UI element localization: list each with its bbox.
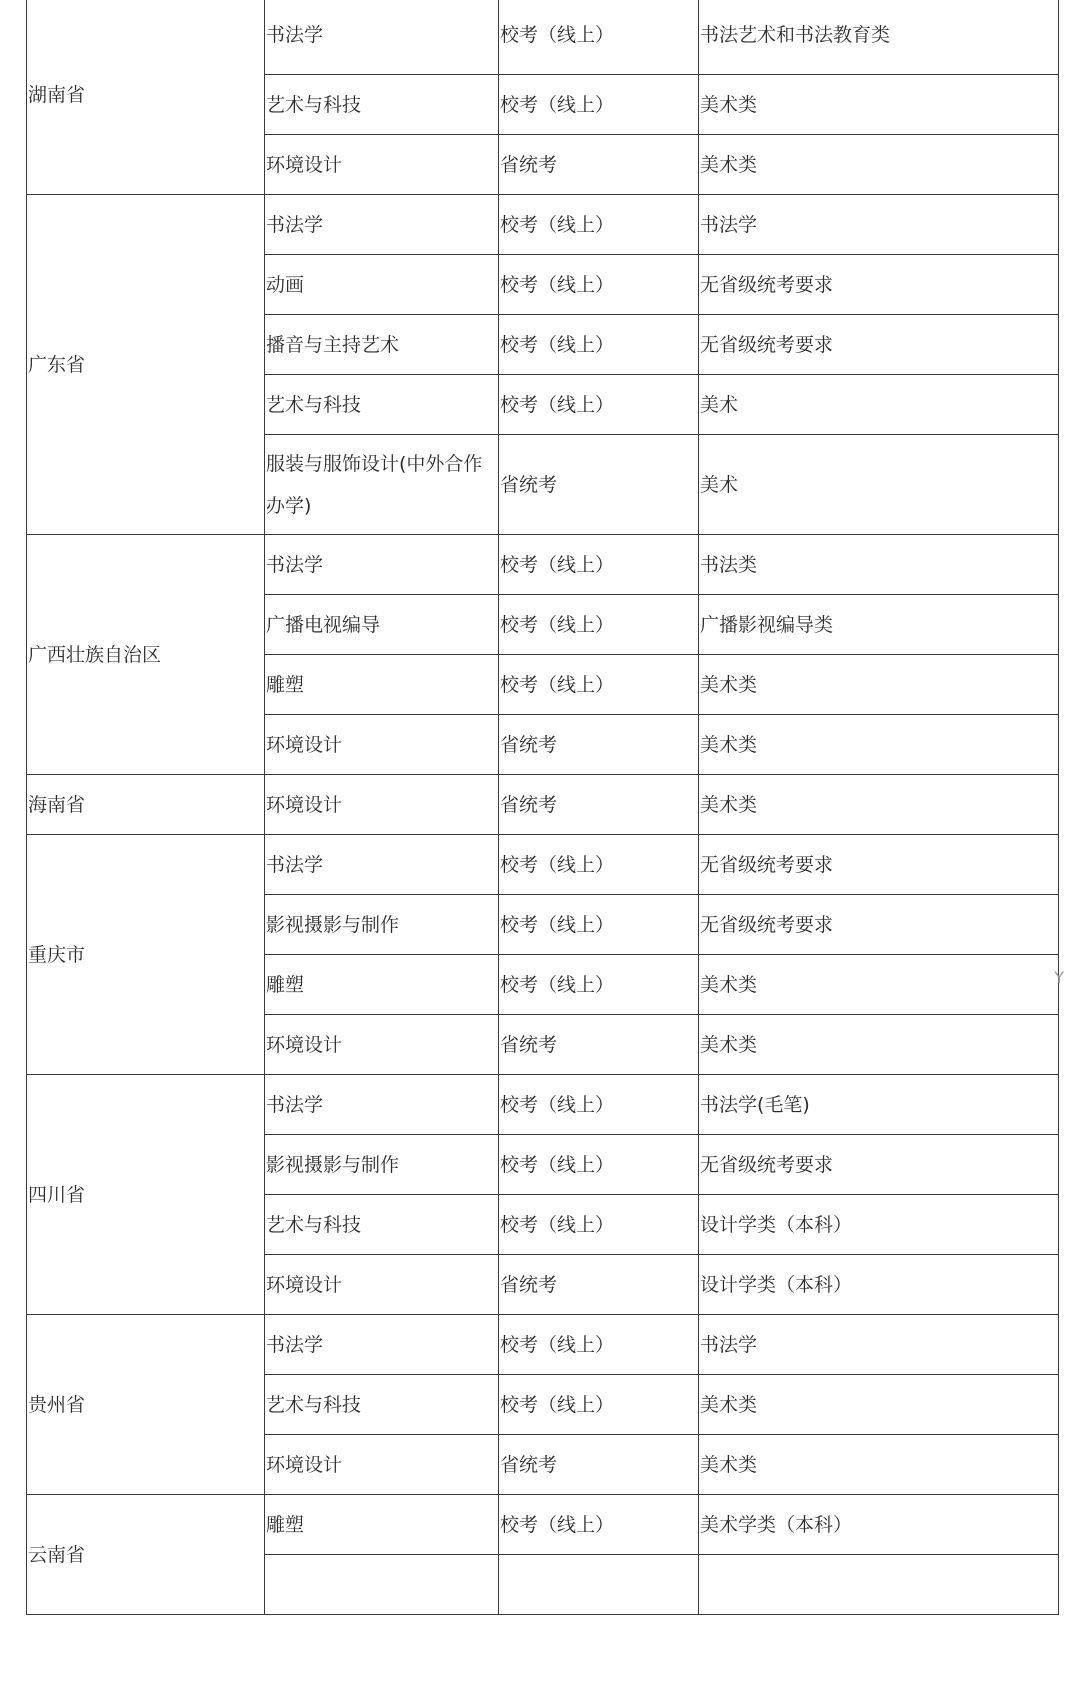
major-cell: 环境设计 (265, 1255, 499, 1315)
major-cell: 艺术与科技 (265, 375, 499, 435)
category-cell: 美术类 (699, 135, 1059, 195)
table-row (27, 0, 1059, 75)
category-cell (699, 1555, 1059, 1615)
table-row (27, 835, 1059, 895)
category-cell: 设计学类（本科） (699, 1195, 1059, 1255)
category-cell: 无省级统考要求 (699, 835, 1059, 895)
major-cell: 影视摄影与制作 (265, 895, 499, 955)
category-cell: 美术 (699, 375, 1059, 435)
category-cell: 美术学类（本科） (699, 1495, 1059, 1555)
major-cell: 环境设计 (265, 135, 499, 195)
major-cell: 环境设计 (265, 775, 499, 835)
major-cell: 书法学 (265, 195, 499, 255)
province-cell: 广西壮族自治区 (27, 535, 265, 775)
category-cell: 美术类 (699, 1015, 1059, 1075)
exam-cell: 校考（线上） (499, 0, 699, 75)
exam-cell: 校考（线上） (499, 255, 699, 315)
category-cell: 美术类 (699, 715, 1059, 775)
exam-cell: 省统考 (499, 135, 699, 195)
category-cell: 美术类 (699, 655, 1059, 715)
category-cell: 无省级统考要求 (699, 255, 1059, 315)
category-cell: 书法学 (699, 1315, 1059, 1375)
major-cell: 书法学 (265, 1315, 499, 1375)
major-cell: 书法学 (265, 835, 499, 895)
major-cell: 书法学 (265, 0, 499, 75)
page-mark: Y (1054, 968, 1064, 987)
exam-cell: 省统考 (499, 775, 699, 835)
province-cell: 广东省 (27, 195, 265, 535)
exam-cell: 省统考 (499, 715, 699, 775)
major-cell: 播音与主持艺术 (265, 315, 499, 375)
category-cell: 书法学 (699, 195, 1059, 255)
exam-cell: 校考（线上） (499, 1195, 699, 1255)
exam-cell: 校考（线上） (499, 835, 699, 895)
province-cell: 贵州省 (27, 1315, 265, 1495)
category-cell: 设计学类（本科） (699, 1255, 1059, 1315)
major-cell: 艺术与科技 (265, 1195, 499, 1255)
major-cell: 环境设计 (265, 1435, 499, 1495)
major-cell: 雕塑 (265, 955, 499, 1015)
category-cell: 无省级统考要求 (699, 1135, 1059, 1195)
exam-cell: 省统考 (499, 435, 699, 535)
category-cell: 广播影视编导类 (699, 595, 1059, 655)
table-row (27, 1075, 1059, 1135)
major-cell: 雕塑 (265, 1495, 499, 1555)
major-cell: 艺术与科技 (265, 75, 499, 135)
major-cell: 动画 (265, 255, 499, 315)
category-cell: 美术类 (699, 1375, 1059, 1435)
table-row (27, 1495, 1059, 1555)
exam-cell: 省统考 (499, 1435, 699, 1495)
category-cell: 书法艺术和书法教育类 (699, 0, 1059, 75)
exam-cell: 校考（线上） (499, 195, 699, 255)
major-cell: 广播电视编导 (265, 595, 499, 655)
exam-cell: 校考（线上） (499, 1375, 699, 1435)
major-cell: 影视摄影与制作 (265, 1135, 499, 1195)
major-cell: 书法学 (265, 535, 499, 595)
major-cell: 书法学 (265, 1075, 499, 1135)
category-cell: 无省级统考要求 (699, 315, 1059, 375)
major-cell: 环境设计 (265, 1015, 499, 1075)
major-cell: 雕塑 (265, 655, 499, 715)
major-cell: 环境设计 (265, 715, 499, 775)
category-cell: 书法学(毛笔) (699, 1075, 1059, 1135)
exam-cell: 校考（线上） (499, 315, 699, 375)
exam-cell: 校考（线上） (499, 375, 699, 435)
category-cell: 美术 (699, 435, 1059, 535)
province-cell: 湖南省 (27, 0, 265, 195)
category-cell: 美术类 (699, 775, 1059, 835)
province-cell: 四川省 (27, 1075, 265, 1315)
table-row (27, 535, 1059, 595)
table-body (27, 0, 1059, 1615)
table-row (27, 1315, 1059, 1375)
admissions-table (26, 0, 1059, 1615)
exam-cell: 校考（线上） (499, 1315, 699, 1375)
category-cell: 美术类 (699, 1435, 1059, 1495)
exam-cell: 省统考 (499, 1015, 699, 1075)
exam-cell: 校考（线上） (499, 655, 699, 715)
exam-cell (499, 1555, 699, 1615)
exam-cell: 校考（线上） (499, 1135, 699, 1195)
category-cell: 无省级统考要求 (699, 895, 1059, 955)
province-cell: 云南省 (27, 1495, 265, 1615)
major-cell: 服装与服饰设计(中外合作办学) (265, 435, 499, 535)
category-cell: 美术类 (699, 75, 1059, 135)
exam-cell: 校考（线上） (499, 1075, 699, 1135)
province-cell: 海南省 (27, 775, 265, 835)
category-cell: 书法类 (699, 535, 1059, 595)
table-row (27, 195, 1059, 255)
exam-cell: 校考（线上） (499, 1495, 699, 1555)
province-cell: 重庆市 (27, 835, 265, 1075)
major-cell: 艺术与科技 (265, 1375, 499, 1435)
exam-cell: 校考（线上） (499, 955, 699, 1015)
exam-cell: 校考（线上） (499, 535, 699, 595)
category-cell: 美术类 (699, 955, 1059, 1015)
exam-cell: 校考（线上） (499, 595, 699, 655)
table-row (27, 775, 1059, 835)
exam-cell: 省统考 (499, 1255, 699, 1315)
major-cell (265, 1555, 499, 1615)
exam-cell: 校考（线上） (499, 895, 699, 955)
exam-cell: 校考（线上） (499, 75, 699, 135)
